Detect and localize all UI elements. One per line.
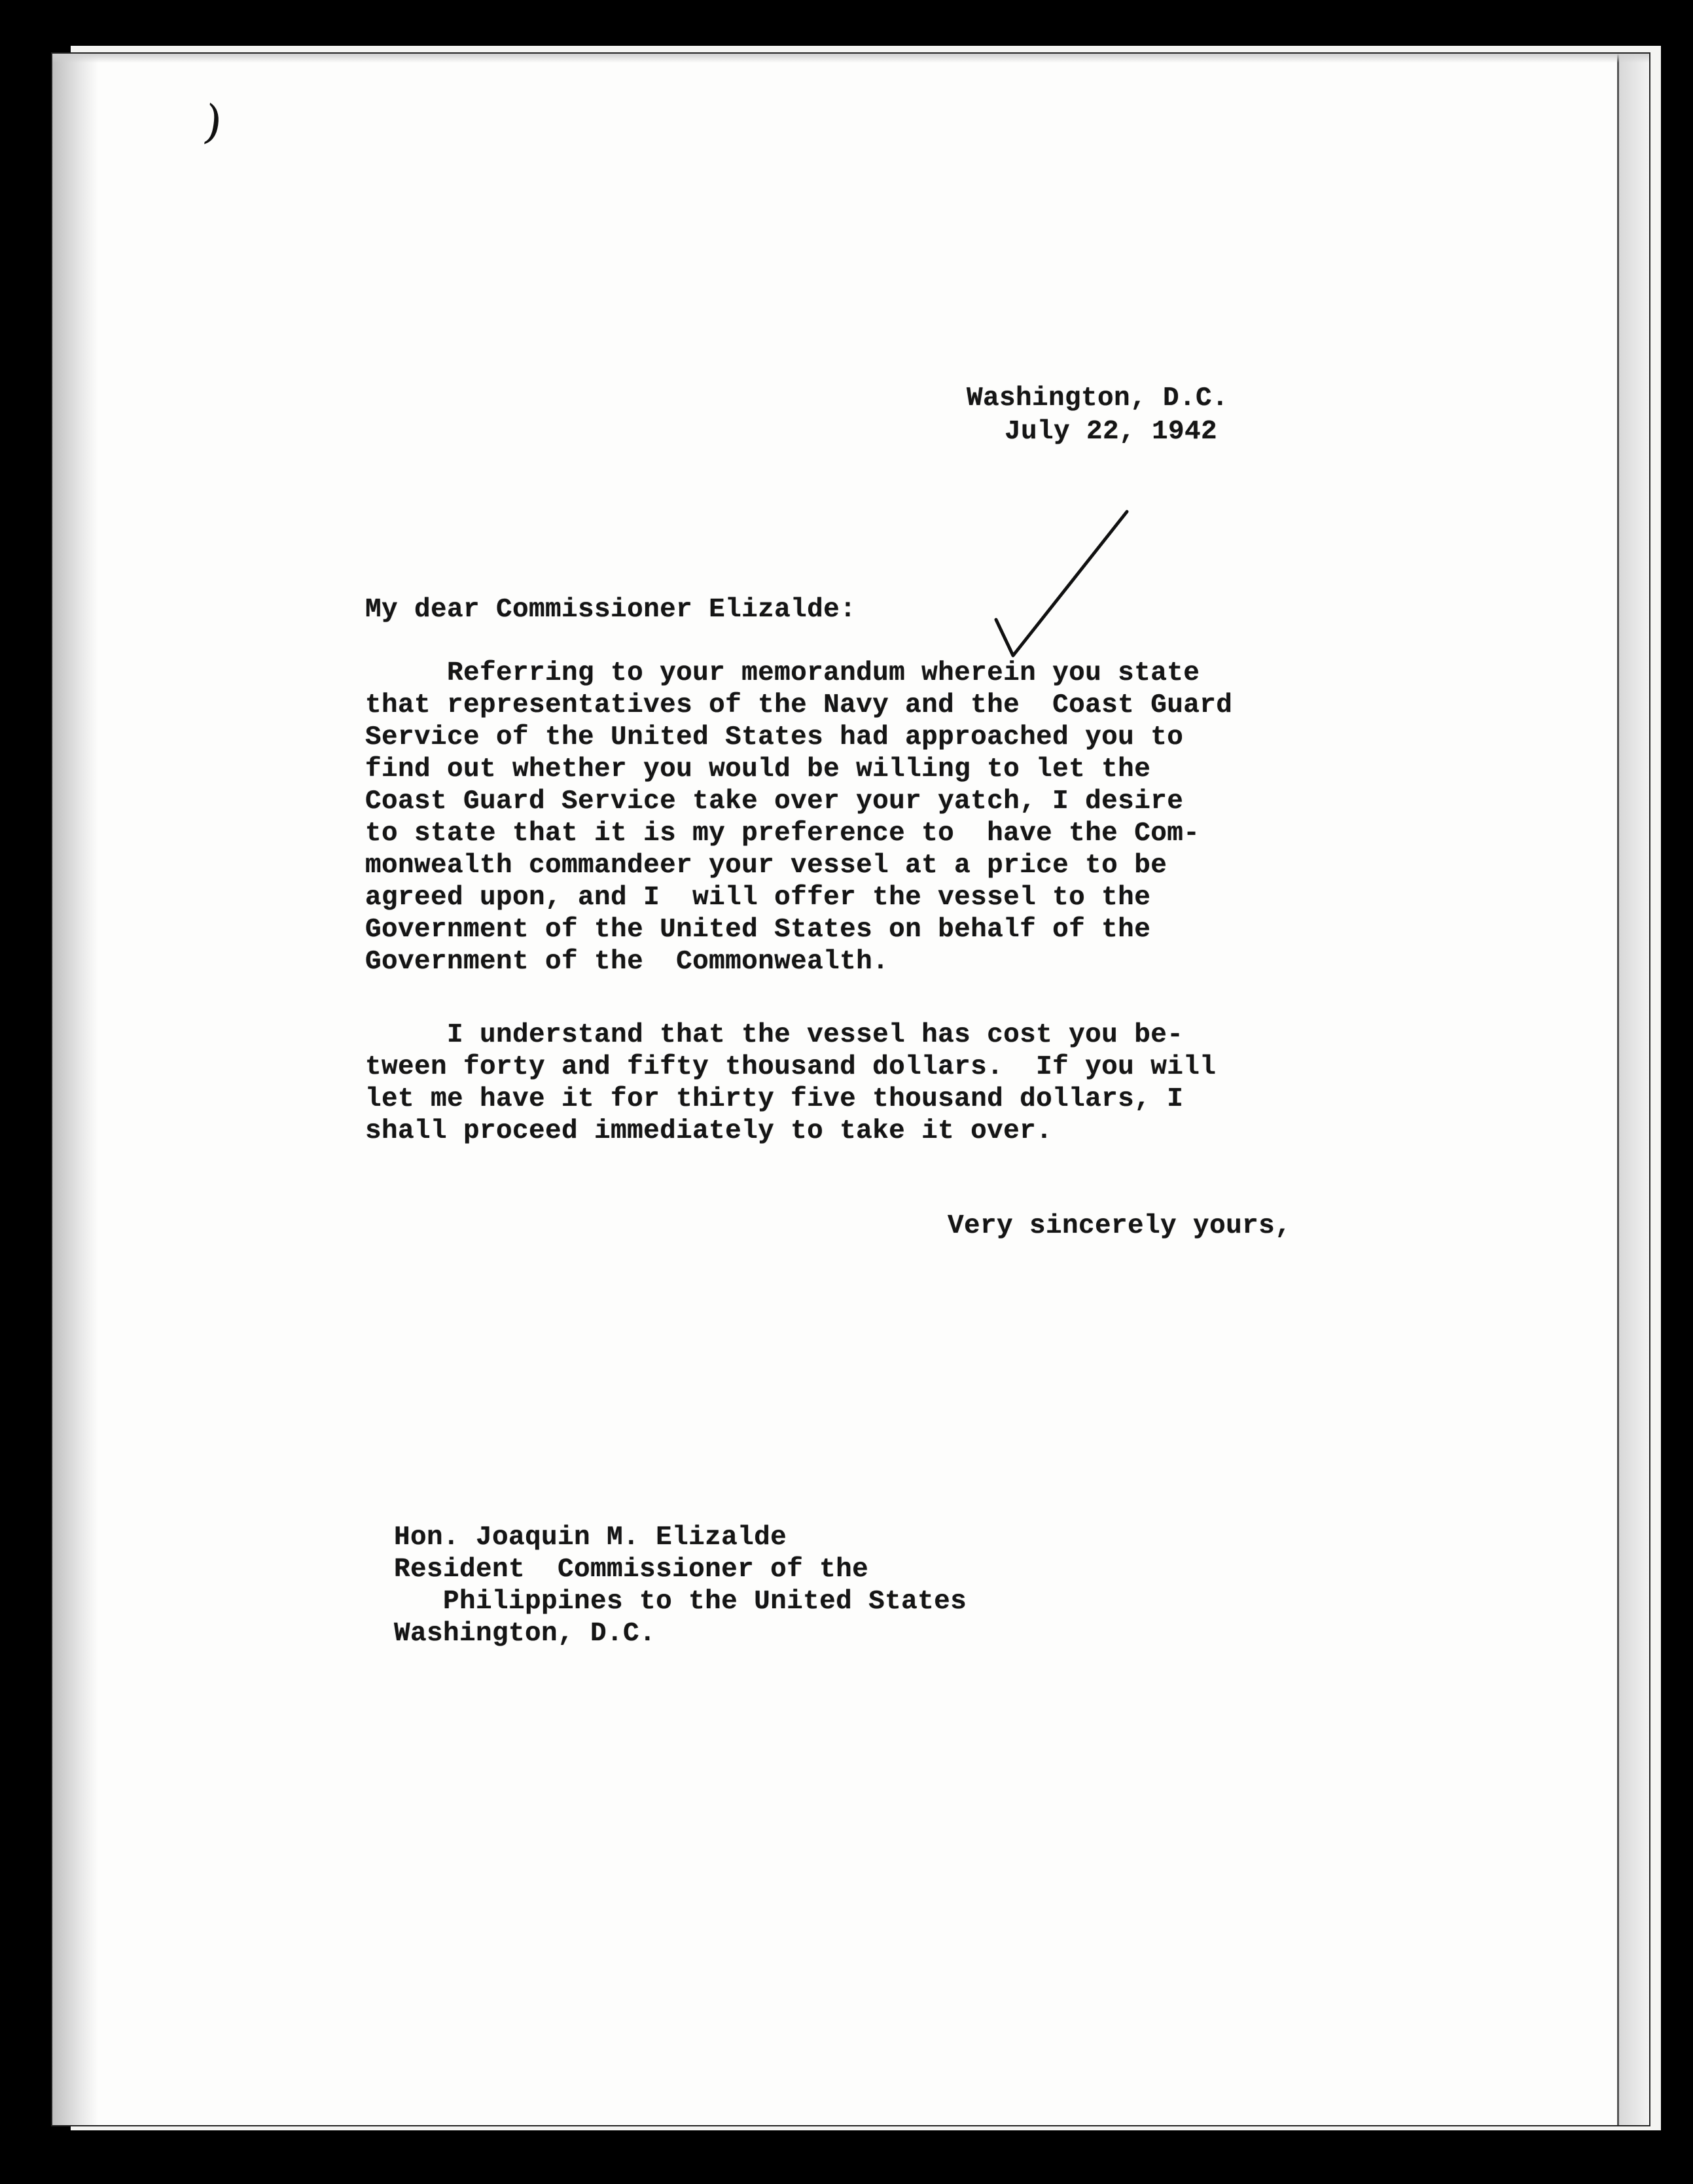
page-left-edge-shadow <box>52 54 98 2125</box>
paragraph-1-line: monwealth commandeer your vessel at a price to be <box>365 851 1167 881</box>
paragraph-2-line: shall proceed immediately to take it over. <box>365 1116 1053 1146</box>
address-line: Resident Commissioner of the <box>394 1555 869 1585</box>
address-line: Philippines to the United States <box>394 1587 967 1617</box>
paragraph-1-line: Referring to your memorandum wherein you state <box>365 658 1200 688</box>
paragraph-1-line: to state that it is my preference to have the Com- <box>365 819 1200 849</box>
date-line: July 22, 1942 <box>1005 417 1218 447</box>
address-line: Washington, D.C. <box>394 1619 656 1649</box>
place-line: Washington, D.C. <box>967 383 1229 414</box>
paragraph-1-line: find out whether you would be willing to let the <box>365 754 1151 784</box>
page-right-edge <box>1617 54 1649 2125</box>
paragraph-1-line: agreed upon, and I will offer the vessel to the <box>365 883 1151 913</box>
paragraph-2-line: tween forty and fifty thousand dollars. If you will <box>365 1052 1217 1082</box>
page-top-edge <box>52 54 1649 63</box>
letter-page <box>52 54 1649 2125</box>
pencil-mark: ) <box>200 94 226 150</box>
paragraph-1-line: Government of the United States on behalf of the <box>365 915 1151 945</box>
closing: Very sincerely yours, <box>948 1211 1292 1241</box>
paragraph-1-line: that representatives of the Navy and the Coast Guard <box>365 690 1233 720</box>
paragraph-1-line: Service of the United States had approached you to <box>365 722 1184 752</box>
address-line: Hon. Joaquin M. Elizalde <box>394 1523 787 1553</box>
paragraph-2-line: I understand that the vessel has cost you be- <box>365 1020 1184 1050</box>
checkmark-icon <box>982 499 1139 669</box>
salutation: My dear Commissioner Elizalde: <box>365 595 857 625</box>
paragraph-2-line: let me have it for thirty five thousand dollars, I <box>365 1084 1184 1114</box>
paragraph-1-line: Government of the Commonwealth. <box>365 947 889 977</box>
paragraph-1-line: Coast Guard Service take over your yatch, I desire <box>365 786 1184 817</box>
